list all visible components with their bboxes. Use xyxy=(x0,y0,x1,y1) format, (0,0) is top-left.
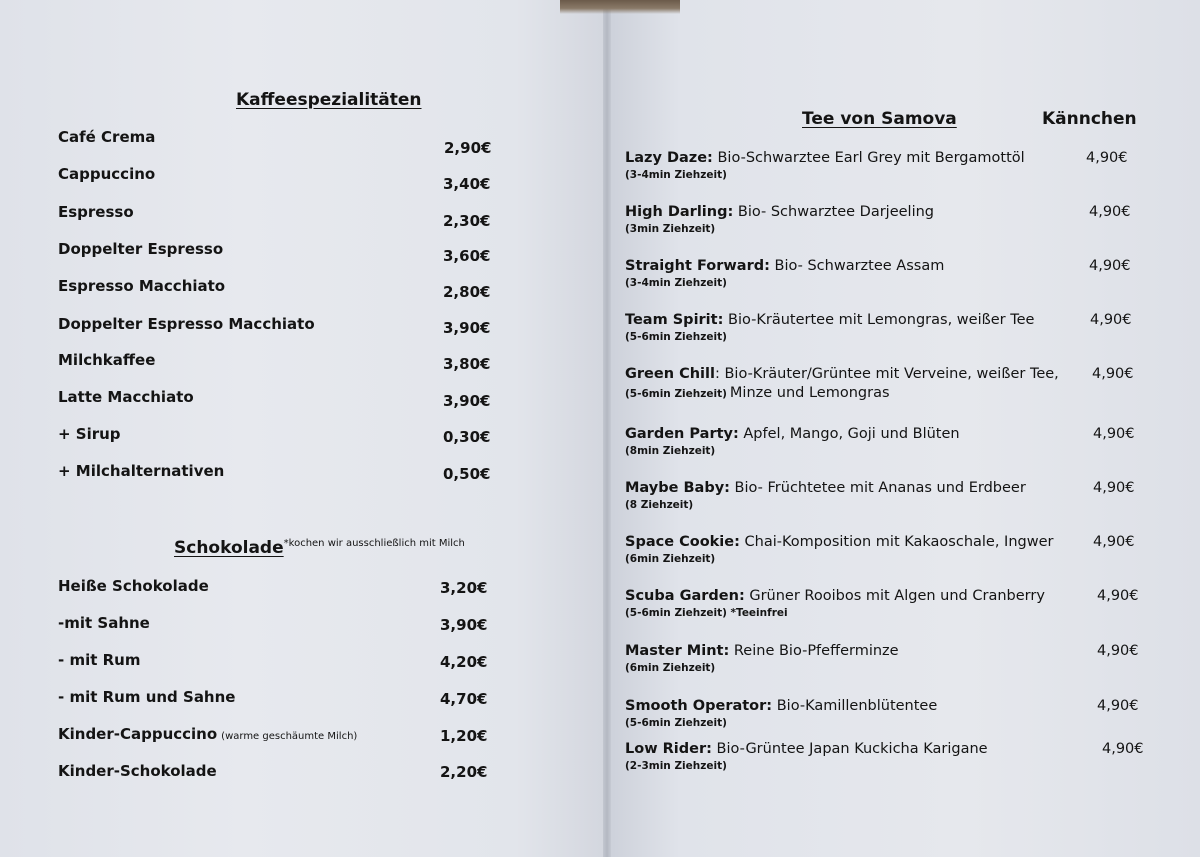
chocolate-item-label: Kinder-Cappuccino xyxy=(58,725,218,743)
tea-steep-time: (8 Ziehzeit) xyxy=(625,499,694,511)
tea-name: Maybe Baby: xyxy=(625,480,730,496)
tea-steep-time: (2-3min Ziehzeit) xyxy=(625,760,727,772)
chocolate-item-price: 2,20€ xyxy=(440,763,488,781)
tea-price: 4,90€ xyxy=(1097,588,1139,604)
tea-description: Chai-Komposition mit Kakaoschale, Ingwer xyxy=(739,534,1054,550)
chocolate-item-name: - mit Rum xyxy=(58,651,141,669)
tea-price: 4,90€ xyxy=(1089,258,1131,274)
tea-name: Green Chill xyxy=(625,366,715,382)
chocolate-item-price: 3,20€ xyxy=(440,579,488,597)
coffee-item-price: 3,40€ xyxy=(443,175,491,193)
tea-price: 4,90€ xyxy=(1102,741,1144,757)
tea-description: Bio-Grüntee Japan Kuckicha Karigane xyxy=(711,741,988,757)
tea-item xyxy=(625,643,1165,674)
coffee-item-name: + Sirup xyxy=(58,425,121,443)
tea-size-column-label: Kännchen xyxy=(1042,109,1137,129)
tea-steep-time: (5-6min Ziehzeit) xyxy=(625,331,727,343)
coffee-item-name: + Milchalternativen xyxy=(58,462,225,480)
coffee-item-price: 3,60€ xyxy=(443,247,491,265)
chocolate-item-name: Kinder-Schokolade xyxy=(58,762,217,780)
tea-price: 4,90€ xyxy=(1090,312,1132,328)
coffee-item-name: Doppelter Espresso xyxy=(58,240,224,258)
tea-name: Scuba Garden: xyxy=(625,588,745,604)
tea-price: 4,90€ xyxy=(1089,204,1131,220)
coffee-item-name: Latte Macchiato xyxy=(58,388,194,406)
tea-steep-time: (5-6min Ziehzeit) xyxy=(625,388,727,400)
coffee-item-price: 3,80€ xyxy=(443,355,491,373)
tea-name: Lazy Daze: xyxy=(625,150,713,166)
tea-steep-time: (6min Ziehzeit) xyxy=(625,553,716,565)
chocolate-title-text: Schokolade xyxy=(174,538,284,558)
tea-item xyxy=(625,204,1165,235)
coffee-item-price: 2,90€ xyxy=(444,139,492,157)
chocolate-item-price: 4,70€ xyxy=(440,690,488,708)
tea-item xyxy=(625,588,1165,619)
tea-description: Bio-Schwarztee Earl Grey mit Bergamottöl xyxy=(712,150,1025,166)
tea-description: Bio-Kamillenblütentee xyxy=(772,698,938,714)
chocolate-item-name: - mit Rum und Sahne xyxy=(58,688,236,706)
chocolate-item-name: Heiße Schokolade xyxy=(58,577,209,595)
tea-name: Team Spirit: xyxy=(625,312,724,328)
tea-steep-time: (3-4min Ziehzeit) xyxy=(625,169,727,181)
tea-item xyxy=(625,258,1165,289)
tea-price: 4,90€ xyxy=(1097,698,1139,714)
tea-section-title: Tee von Samova xyxy=(802,109,957,129)
tea-steep-time: (3-4min Ziehzeit) xyxy=(625,277,727,289)
tea-price: 4,90€ xyxy=(1086,150,1128,166)
tea-description-continued: Minze und Lemongras xyxy=(729,385,890,401)
coffee-item-price: 0,50€ xyxy=(443,465,491,483)
tea-price: 4,90€ xyxy=(1093,480,1135,496)
coffee-item-name: Café Crema xyxy=(58,128,156,146)
tea-description: Apfel, Mango, Goji und Blüten xyxy=(738,426,960,442)
tea-name: High Darling: xyxy=(625,204,734,220)
coffee-item-name: Milchkaffee xyxy=(58,351,156,369)
tea-item xyxy=(625,480,1165,511)
tea-item xyxy=(625,741,1165,772)
chocolate-item-name: -mit Sahne xyxy=(58,614,150,632)
tea-steep-time: (6min Ziehzeit) xyxy=(625,662,716,674)
tea-price: 4,90€ xyxy=(1097,643,1139,659)
coffee-section-title: Kaffeespezialitäten xyxy=(236,90,422,110)
tea-description: Grüner Rooibos mit Algen und Cranberry xyxy=(744,588,1045,604)
tea-description: : Bio-Kräuter/Grüntee mit Verveine, weißer Tee, xyxy=(714,366,1059,382)
coffee-item-price: 2,30€ xyxy=(443,212,491,230)
tea-steep-time: (5-6min Ziehzeit) xyxy=(625,717,727,729)
tea-price: 4,90€ xyxy=(1092,366,1134,382)
chocolate-item-price: 4,20€ xyxy=(440,653,488,671)
coffee-item-price: 3,90€ xyxy=(443,392,491,410)
tea-item xyxy=(625,534,1165,565)
tea-item xyxy=(625,426,1165,457)
tea-steep-time: (5-6min Ziehzeit) *Teeinfrei xyxy=(625,607,788,619)
chocolate-item-price: 1,20€ xyxy=(440,727,488,745)
tea-price: 4,90€ xyxy=(1093,534,1135,550)
coffee-item-name: Espresso Macchiato xyxy=(58,277,226,295)
tea-name: Smooth Operator: xyxy=(625,698,773,714)
coffee-item-price: 0,30€ xyxy=(443,428,491,446)
chocolate-note: *kochen wir ausschließlich mit Milch xyxy=(283,538,465,549)
tea-description: Bio- Schwarztee Darjeeling xyxy=(733,204,935,220)
coffee-item-name: Espresso xyxy=(58,203,134,221)
tea-name: Master Mint: xyxy=(625,643,730,659)
tea-name: Low Rider: xyxy=(625,741,712,757)
book-gutter xyxy=(603,0,611,857)
background-strip xyxy=(560,0,680,14)
coffee-item-price: 2,80€ xyxy=(443,283,491,301)
coffee-item-name: Cappuccino xyxy=(58,165,156,183)
tea-item xyxy=(625,150,1165,181)
tea-steep-time: (8min Ziehzeit) xyxy=(625,445,716,457)
tea-description: Bio- Früchtetee mit Ananas und Erdbeer xyxy=(729,480,1026,496)
tea-name: Straight Forward: xyxy=(625,258,770,274)
coffee-item-price: 3,90€ xyxy=(443,319,491,337)
tea-description: Bio- Schwarztee Assam xyxy=(769,258,945,274)
tea-description: Bio-Kräutertee mit Lemongras, weißer Tee xyxy=(723,312,1035,328)
chocolate-item-price: 3,90€ xyxy=(440,616,488,634)
tea-name: Garden Party: xyxy=(625,426,739,442)
chocolate-item-name xyxy=(58,725,357,743)
chocolate-item-subnote: (warme geschäumte Milch) xyxy=(221,731,358,742)
tea-steep-time: (3min Ziehzeit) xyxy=(625,223,716,235)
tea-item xyxy=(625,366,1165,401)
tea-item xyxy=(625,312,1165,343)
coffee-item-name: Doppelter Espresso Macchiato xyxy=(58,315,315,333)
tea-price: 4,90€ xyxy=(1093,426,1135,442)
tea-description: Reine Bio-Pfefferminze xyxy=(729,643,899,659)
chocolate-section-title xyxy=(174,538,465,558)
tea-name: Space Cookie: xyxy=(625,534,740,550)
tea-item xyxy=(625,698,1165,729)
